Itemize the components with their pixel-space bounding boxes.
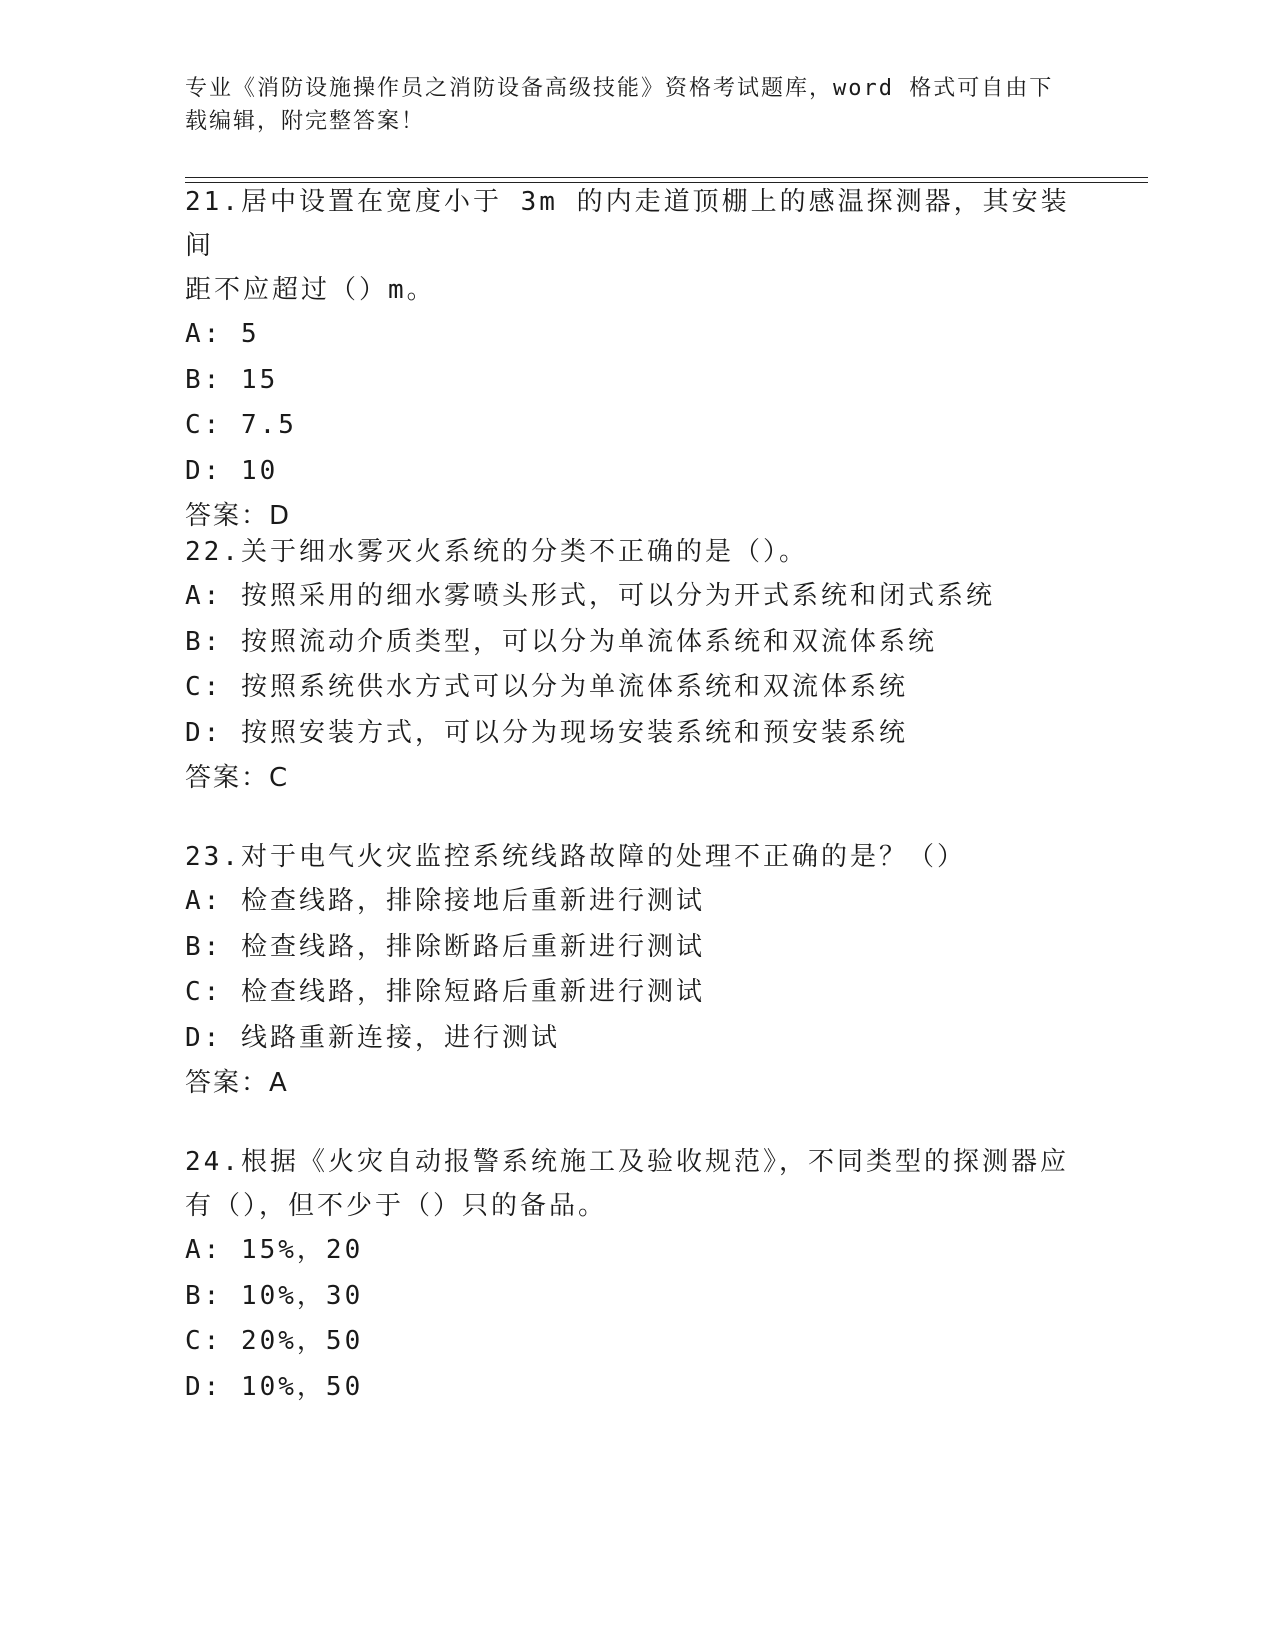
- option-d: D: 10%，50: [185, 1371, 364, 1402]
- question-23: [185, 835, 1085, 1106]
- question-stem: 22.关于细水雾灭火系统的分类不正确的是（）。: [185, 537, 808, 567]
- question-stem-continued: 有（），但不少于（）只的备品。: [185, 1191, 608, 1221]
- question-stem: 24.根据《火灾自动报警系统施工及验收规范》，不同类型的探测器应: [185, 1147, 1069, 1177]
- option-b: B: 15: [185, 364, 279, 395]
- answer: 答案：A: [185, 1068, 289, 1098]
- question-stem: 21.居中设置在宽度小于 3m 的内走道顶棚上的感温探测器，其安装间: [185, 187, 1070, 261]
- question-21: [185, 180, 1085, 539]
- header-intro-line-2: 载编辑，附完整答案！: [185, 109, 426, 134]
- answer: 答案：C: [185, 763, 290, 793]
- document-header: [185, 72, 1065, 138]
- option-d: D: 线路重新连接，进行测试: [185, 1022, 560, 1053]
- option-a: A: 检查线路，排除接地后重新进行测试: [185, 886, 705, 916]
- option-c: C: 按照系统供水方式可以分为单流体系统和双流体系统: [185, 672, 908, 702]
- option-c: C: 20%，50: [185, 1326, 364, 1356]
- option-a: A: 按照采用的细水雾喷头形式，可以分为开式系统和闭式系统: [185, 581, 995, 611]
- question-22: [185, 530, 1085, 801]
- option-a: A: 15%，20: [185, 1235, 364, 1265]
- option-c: C: 7.5: [185, 410, 297, 440]
- answer: 答案：D: [185, 501, 292, 531]
- question-stem: 23.对于电气火灾监控系统线路故障的处理不正确的是？（）: [185, 842, 966, 872]
- question-24: [185, 1140, 1085, 1410]
- question-stem-continued: 距不应超过（）m。: [185, 275, 436, 305]
- option-b: B: 10%，30: [185, 1280, 364, 1311]
- option-a: A: 5: [185, 319, 260, 349]
- option-d: D: 按照安装方式，可以分为现场安装系统和预安装系统: [185, 717, 908, 748]
- option-b: B: 按照流动介质类型，可以分为单流体系统和双流体系统: [185, 626, 937, 657]
- option-c: C: 检查线路，排除短路后重新进行测试: [185, 977, 705, 1007]
- option-b: B: 检查线路，排除断路后重新进行测试: [185, 931, 705, 962]
- option-d: D: 10: [185, 455, 279, 486]
- header-intro-line-1: 专业《消防设施操作员之消防设备高级技能》资格考试题库，word 格式可自由下: [185, 76, 1054, 101]
